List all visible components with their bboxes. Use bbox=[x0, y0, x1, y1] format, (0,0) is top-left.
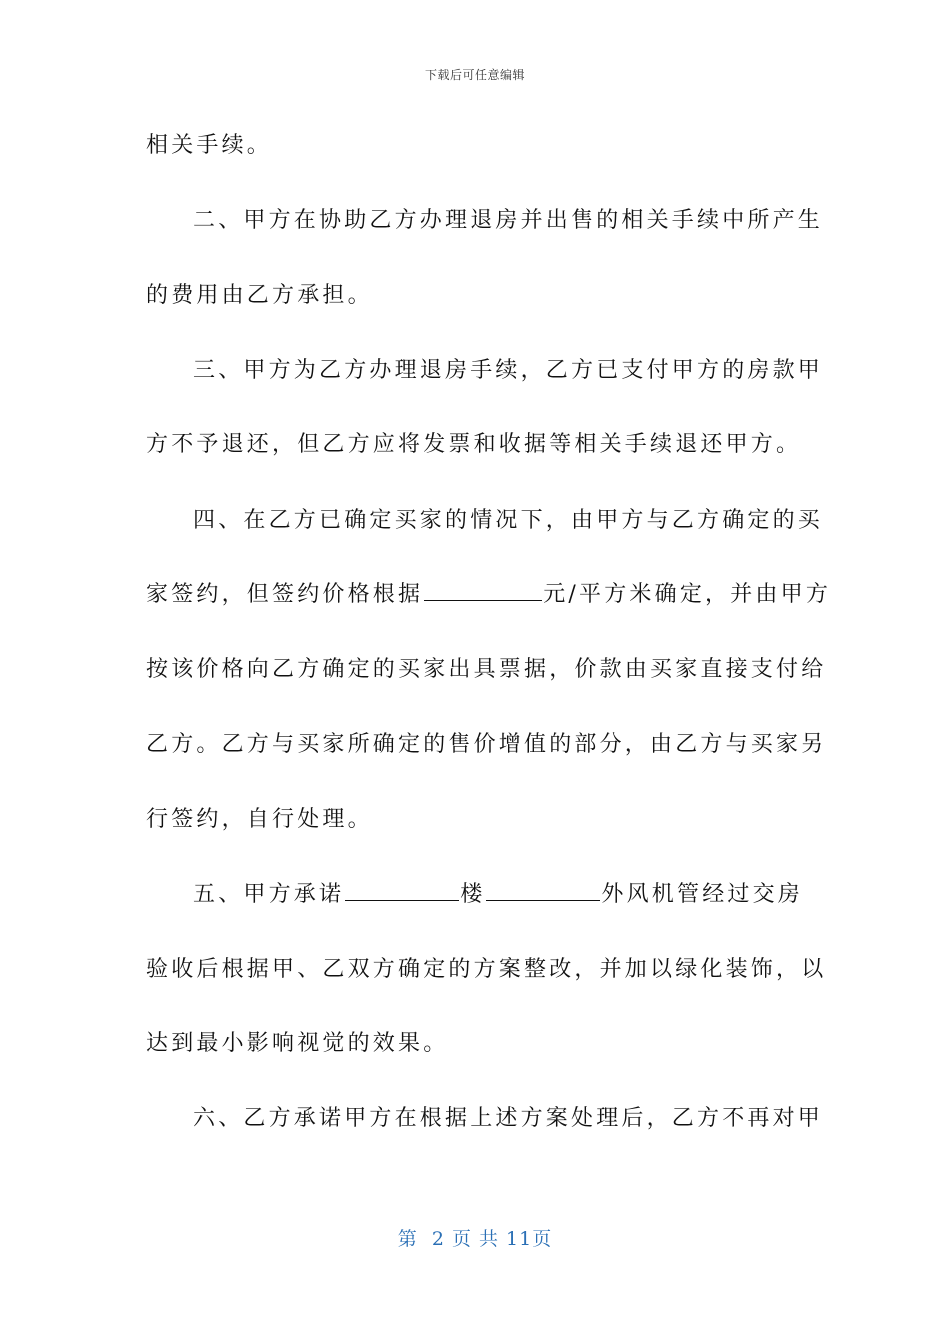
price-blank-field[interactable] bbox=[424, 580, 542, 601]
page-number: 第 2 页 共 11页 bbox=[397, 1228, 553, 1250]
paragraph-line: 二、甲方在协助乙方办理退房并出售的相关手续中所产生 bbox=[193, 208, 824, 233]
paragraph-text: 元/平方米确定，并由甲方 bbox=[543, 582, 832, 607]
page-header: 下载后可任意编辑 bbox=[424, 68, 525, 82]
paragraph-text: 家签约，但签约价格根据 bbox=[146, 582, 424, 607]
paragraph-line: 按该价格向乙方确定的买家出具票据，价款由买家直接支付给 bbox=[146, 657, 827, 682]
paragraph-text: 外风机管经过交房 bbox=[601, 882, 804, 907]
paragraph-line: 行签约，自行处理。 bbox=[146, 807, 373, 832]
building-blank-field[interactable] bbox=[345, 880, 459, 901]
unit-blank-field[interactable] bbox=[486, 880, 600, 901]
paragraph-line: 相关手续。 bbox=[146, 133, 273, 158]
paragraph-line: 方不予退还，但乙方应将发票和收据等相关手续退还甲方。 bbox=[146, 432, 802, 457]
paragraph-line: 六、乙方承诺甲方在根据上述方案处理后，乙方不再对甲 bbox=[193, 1106, 824, 1131]
paragraph-line: 验收后根据甲、乙双方确定的方案整改，并加以绿化装饰，以 bbox=[146, 957, 827, 982]
paragraph-line: 四、在乙方已确定买家的情况下，由甲方与乙方确定的买 bbox=[193, 508, 824, 533]
paragraph-line: 乙方。乙方与买家所确定的售价增值的部分，由乙方与买家另 bbox=[146, 732, 827, 757]
paragraph-line: 的费用由乙方承担。 bbox=[146, 283, 373, 308]
paragraph-text: 五、甲方承诺 bbox=[193, 882, 345, 907]
paragraph-line: 达到最小影响视觉的效果。 bbox=[146, 1031, 449, 1056]
paragraph-line bbox=[146, 580, 831, 610]
paragraph-text: 楼 bbox=[460, 882, 486, 907]
paragraph-line bbox=[193, 880, 803, 910]
paragraph-line: 三、甲方为乙方办理退房手续，乙方已支付甲方的房款甲 bbox=[193, 358, 824, 383]
